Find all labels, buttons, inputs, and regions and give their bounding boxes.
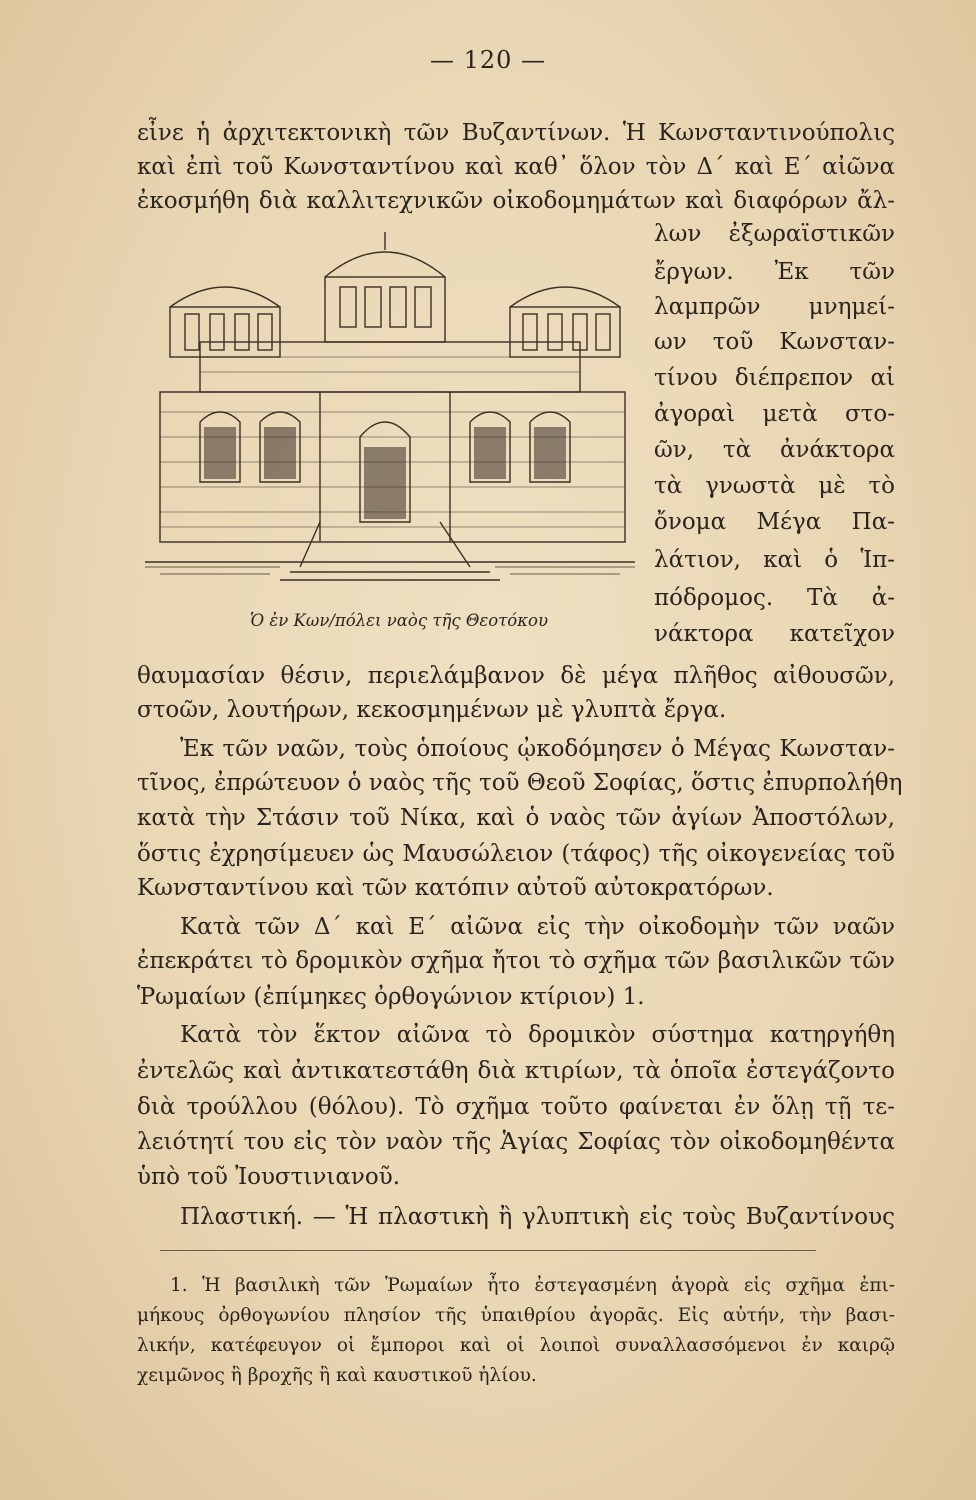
text-line: ὅστις ἐχρησίμευεν ὡς Μαυσώλειον (τάφος) τῆς οἰκογενείας τοῦ: [137, 841, 895, 867]
text-line: νάκτορα κατεῖχον: [654, 621, 895, 647]
text-line: Κατὰ τὸν ἕκτον αἰῶνα τὸ δρομικὸν σύστημα κατηργήθη: [180, 1022, 895, 1048]
church-illustration: [140, 222, 638, 627]
text-line: τίνου διέπρεπον αἱ: [654, 365, 895, 391]
text-line: στοῶν, λουτήρων, κεκοσμημένων μὲ γλυπτὰ ἔργα.: [137, 697, 727, 723]
text-line: ῶν, τὰ ἀνάκτορα: [654, 437, 895, 463]
text-line: λων ἐξωραϊστικῶν: [654, 221, 895, 247]
text-line: Πλαστική. — Ἡ πλαστικὴ ἢ γλυπτικὴ εἰς τοὺς Βυζαντίνους: [180, 1204, 895, 1230]
text-line: Κωνσταντίνου καὶ τῶν κατόπιν αὐτοῦ αὐτοκρατόρων.: [137, 875, 774, 901]
text-line: τῖνος, ἐπρώτευον ὁ ναὸς τῆς τοῦ Θεοῦ Σοφίας, ὅστις ἐπυρπολήθη: [137, 770, 903, 796]
text-line: θαυμασίαν θέσιν, περιελάμβανον δὲ μέγα πλῆθος αἰθουσῶν,: [137, 663, 895, 689]
text-line: ὑπὸ τοῦ Ἰουστινιανοῦ.: [137, 1164, 401, 1190]
text-line: ἔργων. Ἐκ τῶν: [654, 259, 895, 285]
text-line: τὰ γνωστὰ μὲ τὸ: [654, 473, 895, 499]
footnote-line: 1. Ἡ βασιλικὴ τῶν Ῥωμαίων ἦτο ἐστεγασμένη ἀγορὰ εἰς σχῆμα ἐπι-: [170, 1275, 895, 1296]
text-line: ἐκοσμήθη διὰ καλλιτεχνικῶν οἰκοδομημάτων καὶ διαφόρων ἄλ-: [137, 188, 895, 214]
text-line: διὰ τρούλλου (θόλου). Τὸ σχῆμα τοῦτο φαίνεται ἐν ὅλῃ τῇ τε-: [137, 1094, 895, 1120]
text-line: πόδρομος. Τὰ ἀ-: [654, 585, 895, 611]
text-line: κατὰ τὴν Στάσιν τοῦ Νίκα, καὶ ὁ ναὸς τῶν ἁγίων Ἀποστόλων,: [137, 805, 895, 831]
text-line: ἀγοραὶ μετὰ στο-: [654, 401, 895, 427]
text-line: ων τοῦ Κωνσταν-: [654, 329, 895, 355]
text-line: Ἐκ τῶν ναῶν, τοὺς ὁποίους ᾠκοδόμησεν ὁ Μέγας Κωνσταν-: [180, 736, 895, 762]
text-line: Ῥωμαίων (ἐπίμηκες ὀρθογώνιον κτίριον) 1.: [137, 984, 645, 1010]
text-line: εἶνε ἡ ἀρχιτεκτονικὴ τῶν Βυζαντίνων. Ἡ Κωνσταντινούπολις: [137, 120, 895, 146]
text-line: ἐντελῶς καὶ ἀντικατεστάθη διὰ κτιρίων, τὰ ὁποῖα ἐστεγάζοντο: [137, 1058, 895, 1084]
text-line: ὄνομα Μέγα Πα-: [654, 509, 895, 535]
text-line: ἐπεκράτει τὸ δρομικὸν σχῆμα ἤτοι τὸ σχῆμα τῶν βασιλικῶν τῶν: [137, 948, 895, 974]
text-line: Κατὰ τῶν Δ΄ καὶ Ε΄ αἰῶνα εἰς τὴν οἰκοδομὴν τῶν ναῶν: [180, 914, 895, 940]
text-line: καὶ ἐπὶ τοῦ Κωνσταντίνου καὶ καθ᾿ ὅλον τὸν Δ΄ καὶ Ε΄ αἰῶνα: [137, 154, 895, 180]
text-line: λειότητί του εἰς τὸν ναὸν τῆς Ἁγίας Σοφίας τὸν οἰκοδομηθέντα: [137, 1129, 895, 1155]
footnote-line: χειμῶνος ἢ βροχῆς ἢ καὶ καυστικοῦ ἡλίου.: [137, 1365, 537, 1386]
text-line: λάτιον, καὶ ὁ Ἱπ-: [654, 547, 895, 573]
figure-caption: Ὁ ἐν Κων/πόλει ναὸς τῆς Θεοτόκου: [250, 611, 548, 630]
text-line: λαμπρῶν μνημεί-: [654, 294, 895, 320]
footnote-rule: [160, 1250, 816, 1251]
page-number: — 120 —: [429, 46, 547, 74]
footnote-line: λικήν, κατέφευγον οἱ ἔμποροι καὶ οἱ λοιποὶ συναλλασσόμενοι ἐν καιρῷ: [137, 1335, 895, 1356]
footnote-line: μήκους ὀρθογωνίου πλησίον τῆς ὑπαιθρίου ἀγορᾶς. Εἰς αὐτήν, τὴν βασι-: [137, 1305, 895, 1326]
